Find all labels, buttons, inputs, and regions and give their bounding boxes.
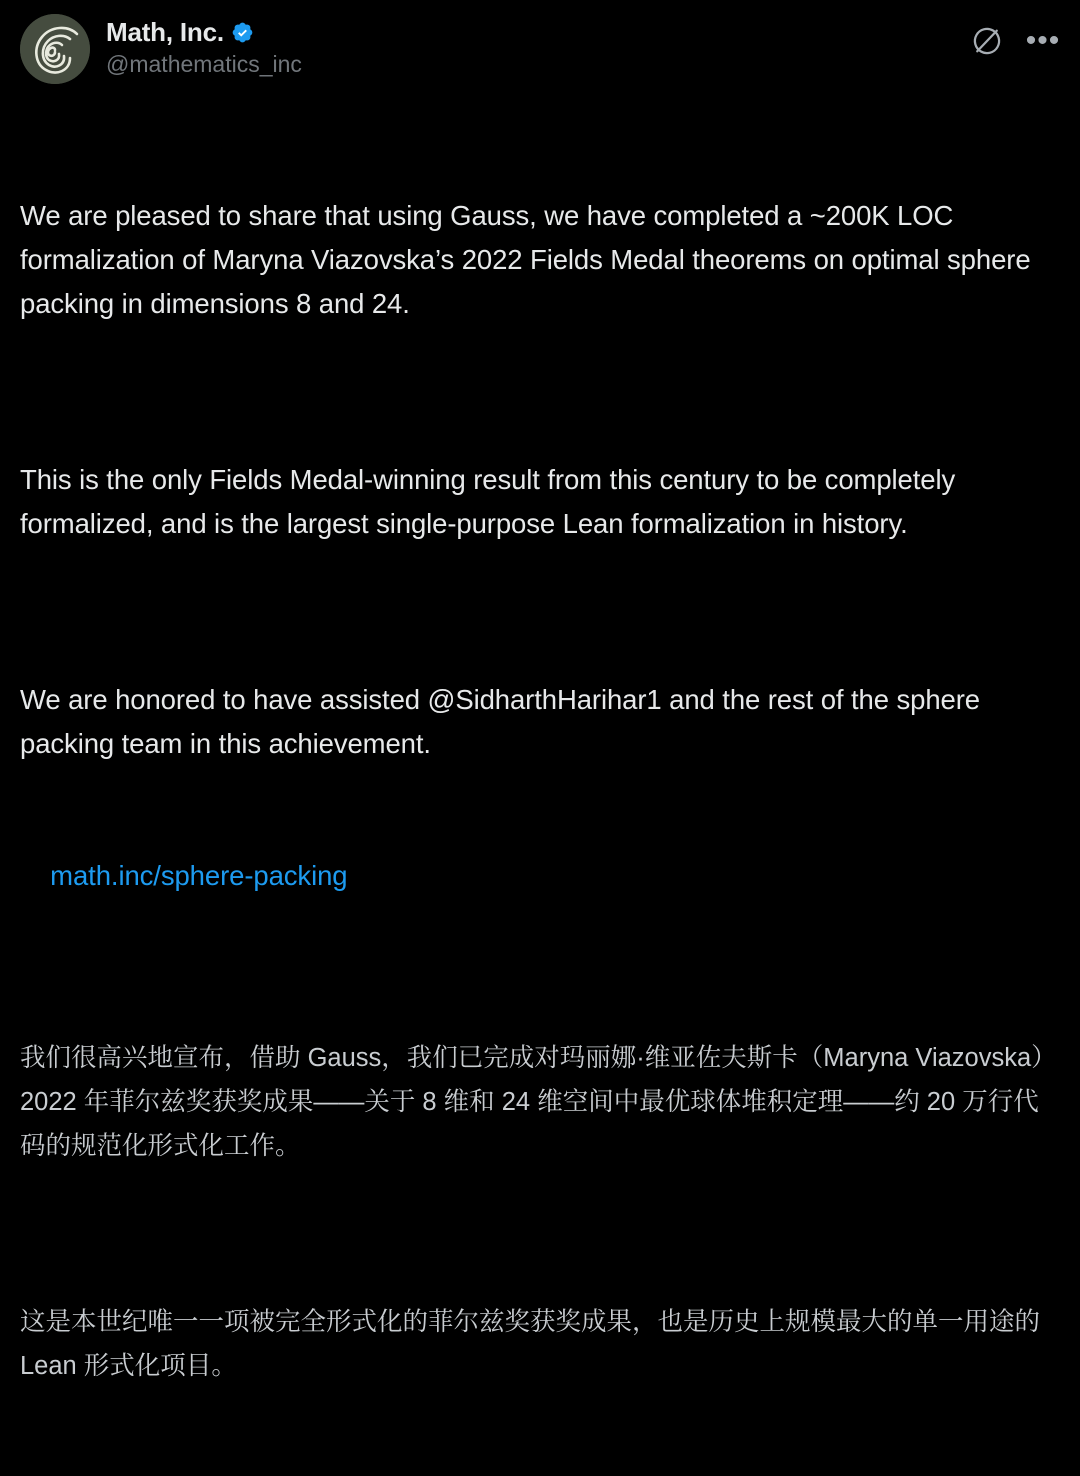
sphere-packing-link[interactable]: math.inc/sphere-packing <box>50 860 348 891</box>
more-options-icon: ••• <box>1025 24 1061 57</box>
post-body <box>20 106 1060 942</box>
grok-slash-circle-icon <box>972 26 1002 56</box>
author-names <box>106 14 970 77</box>
post-paragraph-3: We are honored to have assisted @SidharthHarihar1 and the rest of the sphere packing team in this achievement. <box>20 684 988 759</box>
author-handle: @mathematics_inc <box>106 50 302 77</box>
verified-badge-icon <box>231 21 254 44</box>
display-name: Math, Inc. <box>106 17 224 47</box>
header-actions <box>970 14 1060 58</box>
avatar[interactable] <box>20 14 90 84</box>
grok-actions-icon[interactable] <box>970 24 1004 58</box>
translation-paragraph-1: 我们很高兴地宣布，借助 Gauss，我们已完成对玛丽娜·维亚佐夫斯卡（Maryna Viazovska）2022 年菲尔兹奖获奖成果——关于 8 维和 24 维空间中最优球体堆积定理——约 20 万行代码的规范化形式化工作。 <box>20 1044 1057 1160</box>
post-header <box>20 14 1060 92</box>
post-paragraph-1: We are pleased to share that using Gauss, we have completed a ~200K LOC formalization of Maryna Viazovska’s 2022 Fields Medal theorems on optimal sphere packing in dimensions 8 and 24. <box>20 200 1039 319</box>
display-name-row <box>106 18 970 47</box>
post-paragraph-2: This is the only Fields Medal-winning result from this century to be completely formalized, and is the largest single-purpose Lean formalization in history. <box>20 464 963 539</box>
spiral-logo-avatar-icon <box>20 14 90 84</box>
post-translation <box>20 948 1060 1476</box>
translation-paragraph-2: 这是本世纪唯一一项被完全形式化的菲尔兹奖获奖成果，也是历史上规模最大的单一用途的 Lean 形式化项目。 <box>20 1308 1048 1380</box>
more-options-button[interactable] <box>1026 24 1060 58</box>
